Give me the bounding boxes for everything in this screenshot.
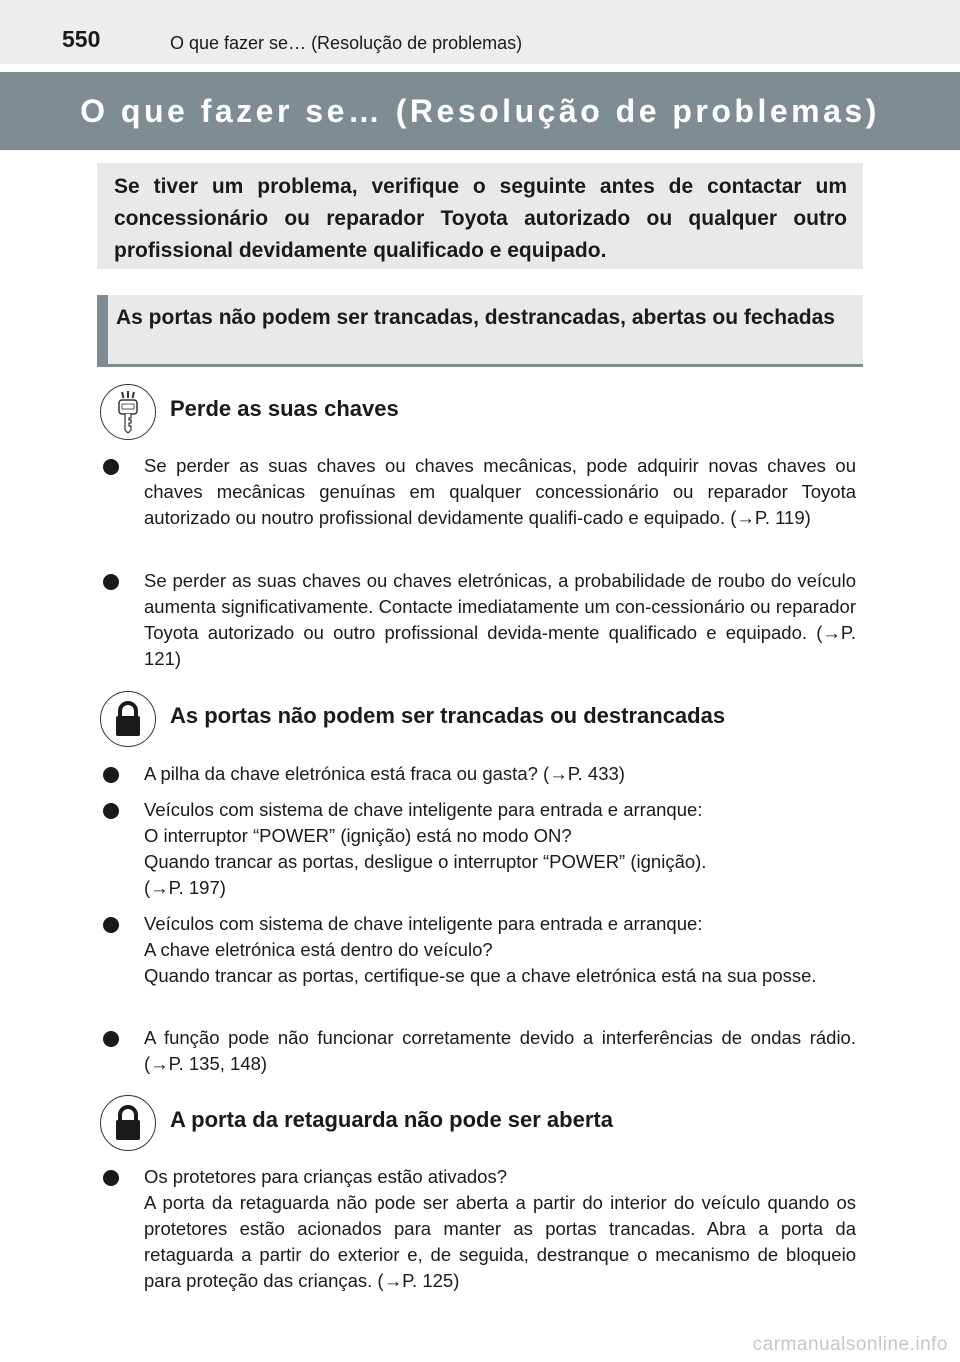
bullet bbox=[103, 1031, 119, 1047]
subsection-back-door bbox=[100, 1095, 880, 1155]
bullet bbox=[103, 803, 119, 819]
item-text: Os protetores para crianças estão ativados? bbox=[144, 1166, 507, 1187]
bullet bbox=[103, 574, 119, 590]
item-text: Veículos com sistema de chave inteligente para entrada e arranque: bbox=[144, 913, 703, 934]
list-item bbox=[100, 568, 856, 672]
bullet bbox=[103, 1170, 119, 1186]
intro-box: Se tiver um problema, verifique o seguinte antes de contactar um concessionário ou reparador Toyota autorizado ou qualquer outro profissional devidamente qualificado e equipado. bbox=[97, 163, 863, 269]
bullet bbox=[103, 917, 119, 933]
key-icon bbox=[100, 384, 156, 440]
section-heading: As portas não podem ser trancadas, destrancadas, abertas ou fechadas bbox=[97, 295, 863, 367]
subsection-heading: Perde as suas chaves bbox=[170, 396, 399, 421]
list-item bbox=[100, 761, 856, 787]
page-title: O que fazer se… (Resolução de problemas) bbox=[80, 92, 880, 129]
item-text: O interruptor “POWER” (ignição) está no modo ON? bbox=[144, 825, 572, 846]
item-text: Quando trancar as portas, desligue o interruptor “POWER” (ignição). bbox=[144, 851, 707, 872]
subsection-heading: A porta da retaguarda não pode ser aberta bbox=[170, 1107, 613, 1132]
subsection-heading: As portas não podem ser trancadas ou destrancadas bbox=[170, 703, 726, 728]
padlock-icon bbox=[100, 1095, 156, 1151]
list-item bbox=[100, 1025, 856, 1077]
title-bar bbox=[0, 72, 960, 150]
item-text: Se perder as suas chaves ou chaves mecânicas, pode adquirir novas chaves ou chaves mecânicas genuínas em qualquer concessionário ou reparador Toyota autorizado ou noutro profissional devidamente qualifi-cado e equipado. (→P. 119) bbox=[144, 455, 856, 528]
header-band bbox=[0, 0, 960, 64]
subsection-doors-lock bbox=[100, 691, 880, 751]
list-item bbox=[100, 911, 856, 989]
item-text: Quando trancar as portas, certifique-se que a chave eletrónica está na sua posse. bbox=[144, 965, 817, 986]
list-item bbox=[100, 453, 856, 531]
item-text: A função pode não funcionar corretamente devido a interferências de ondas rádio. (→P. 135, 148) bbox=[144, 1027, 856, 1074]
subsection-lost-keys bbox=[100, 384, 880, 444]
list-item bbox=[100, 1164, 856, 1294]
item-text: A porta da retaguarda não pode ser aberta a partir do interior do veículo quando os protetores estão acionados para manter as portas trancadas. Abra a porta da retaguarda a partir do exterior e, de seguida, destranque o mecanismo de bloqueio para proteção das crianças. (→P. 125) bbox=[144, 1192, 856, 1291]
page-number: 550 bbox=[62, 26, 101, 52]
item-text: Veículos com sistema de chave inteligente para entrada e arranque: bbox=[144, 799, 703, 820]
item-text: (→P. 197) bbox=[144, 877, 226, 898]
item-text: Se perder as suas chaves ou chaves eletrónicas, a probabilidade de roubo do veículo aumenta significativamente. Contacte imediatamente um con-cessionário ou reparador Toyota autorizado ou outro profissional devida-mente qualificado e equipado. (→P. 121) bbox=[144, 570, 856, 669]
item-text: A pilha da chave eletrónica está fraca ou gasta? (→P. 433) bbox=[144, 763, 625, 784]
bullet bbox=[103, 459, 119, 475]
list-item bbox=[100, 797, 856, 901]
watermark: carmanualsonline.info bbox=[752, 1334, 948, 1355]
bullet bbox=[103, 767, 119, 783]
padlock-icon bbox=[100, 691, 156, 747]
running-title: O que fazer se… (Resolução de problemas) bbox=[170, 33, 523, 53]
item-text: A chave eletrónica está dentro do veículo? bbox=[144, 939, 493, 960]
